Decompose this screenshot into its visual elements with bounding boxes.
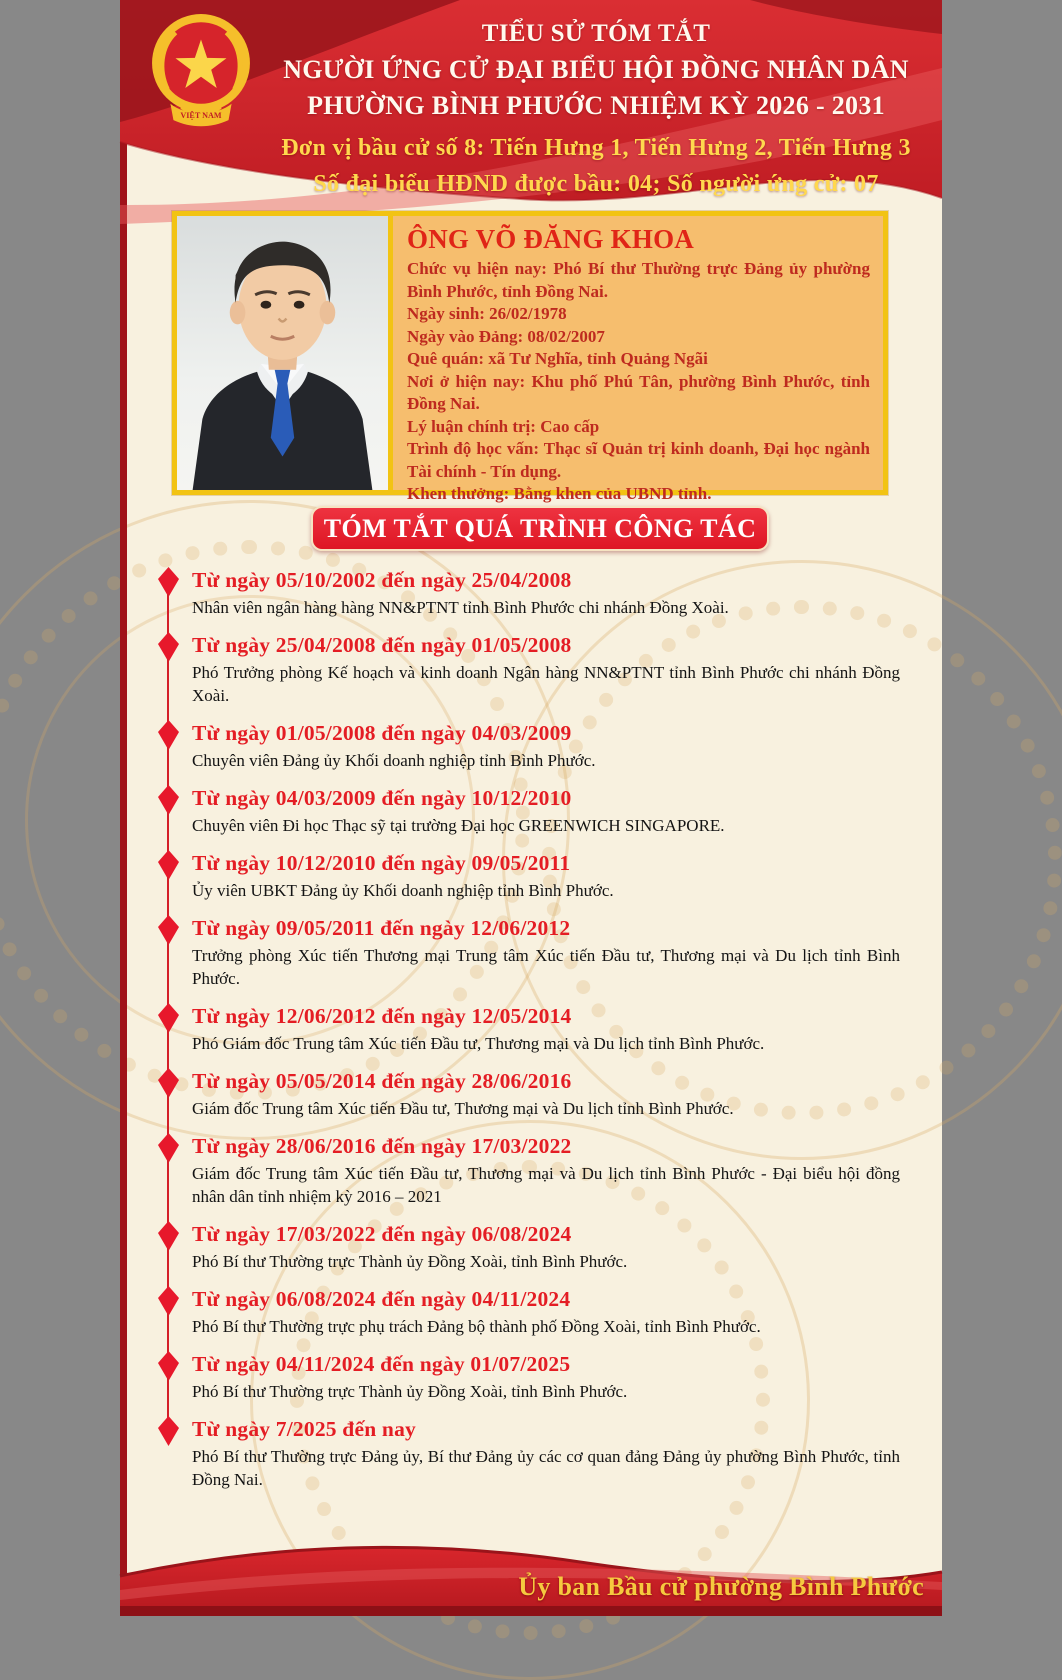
- timeline-entry: [158, 1415, 914, 1491]
- timeline-connector-line: [167, 1030, 169, 1071]
- timeline-connector-line: [167, 942, 169, 1006]
- timeline-description: Trưởng phòng Xúc tiến Thương mại Trung tâm Xúc tiến Đầu tư, Thương mại và Du lịch tỉnh Bình Phước.: [192, 946, 900, 988]
- red-diamond-bullet-icon: [158, 1416, 179, 1446]
- seats-line: Số đại biểu HĐND được bầu: 04; Số người ứng cử: 07: [313, 171, 879, 197]
- red-diamond-bullet-icon: [158, 1286, 179, 1316]
- timeline-entry: [158, 719, 914, 772]
- timeline-period: Từ ngày 28/06/2016 đến ngày 17/03/2022: [192, 1134, 572, 1158]
- red-diamond-bullet-icon: [158, 1351, 179, 1381]
- timeline-connector-line: [167, 1313, 169, 1354]
- timeline-connector-line: [167, 747, 169, 788]
- timeline-period: Từ ngày 04/11/2024 đến ngày 01/07/2025: [192, 1352, 571, 1376]
- timeline-entry: [158, 1285, 914, 1338]
- red-diamond-bullet-icon: [158, 632, 179, 662]
- red-diamond-bullet-icon: [158, 1221, 179, 1251]
- left-edge-accent-bar: [120, 110, 127, 1580]
- red-diamond-bullet-icon: [158, 1068, 179, 1098]
- red-diamond-bullet-icon: [158, 567, 179, 597]
- red-diamond-bullet-icon: [158, 720, 179, 750]
- candidate-info-list: [407, 258, 870, 506]
- candidate-info-line: Ngày sinh: 26/02/1978: [407, 304, 567, 323]
- footer-organization: Ủy ban Bầu cử phường Bình Phước: [518, 1572, 924, 1601]
- svg-text:VIỆT NAM: VIỆT NAM: [180, 111, 222, 121]
- red-diamond-bullet-icon: [158, 1003, 179, 1033]
- candidate-info-line: Nơi ở hiện nay: Khu phố Phú Tân, phường Bình Phước, tỉnh Đồng Nai.: [407, 371, 870, 413]
- red-diamond-bullet-icon: [158, 1133, 179, 1163]
- timeline-description: Phó Trưởng phòng Kế hoạch và kinh doanh Ngân hàng NN&PTNT tỉnh Bình Phước chi nhánh Đồng Xoài.: [192, 663, 900, 705]
- timeline-entry: [158, 914, 914, 990]
- timeline-connector-line: [167, 1378, 169, 1419]
- timeline-connector-line: [167, 1095, 169, 1136]
- candidate-info-line: Lý luận chính trị: Cao cấp: [407, 416, 600, 436]
- timeline-description: Ủy viên UBKT Đảng ủy Khối doanh nghiệp tỉnh Bình Phước.: [192, 881, 614, 900]
- timeline-connector-line: [167, 812, 169, 853]
- candidate-portrait-photo: [177, 216, 393, 490]
- timeline-entry: [158, 1067, 914, 1120]
- timeline-description: Chuyên viên Đảng ủy Khối doanh nghiệp tỉnh Bình Phước.: [192, 751, 596, 770]
- timeline-description: Phó Bí thư Thường trực Thành ủy Đồng Xoài, tỉnh Bình Phước.: [192, 1382, 628, 1401]
- candidate-info-line: Trình độ học vấn: Thạc sĩ Quản trị kinh doanh, Đại học ngành Tài chính - Tín dụng.: [407, 439, 870, 481]
- red-diamond-bullet-icon: [158, 915, 179, 945]
- timeline-period: Từ ngày 06/08/2024 đến ngày 04/11/2024: [192, 1287, 571, 1311]
- timeline-description: Chuyên viên Đi học Thạc sỹ tại trường Đại học GREENWICH SINGAPORE.: [192, 816, 725, 835]
- timeline-period: Từ ngày 04/03/2009 đến ngày 10/12/2010: [192, 786, 572, 810]
- career-timeline: [158, 566, 914, 1503]
- timeline-period: Từ ngày 09/05/2011 đến ngày 12/06/2012: [192, 916, 571, 940]
- timeline-period: Từ ngày 05/10/2002 đến ngày 25/04/2008: [192, 568, 572, 592]
- timeline-period: Từ ngày 01/05/2008 đến ngày 04/03/2009: [192, 721, 572, 745]
- candidate-info-line: Quê quán: xã Tư Nghĩa, tỉnh Quảng Ngãi: [407, 349, 708, 368]
- red-diamond-bullet-icon: [158, 850, 179, 880]
- candidate-info-line: Chức vụ hiện nay: Phó Bí thư Thường trực Đảng ủy phường Bình Phước, tỉnh Đồng Nai.: [407, 259, 870, 301]
- timeline-entry: [158, 566, 914, 619]
- timeline-description: Phó Bí thư Thường trực Thành ủy Đồng Xoài, tỉnh Bình Phước.: [192, 1252, 628, 1271]
- timeline-connector-line: [167, 1160, 169, 1224]
- vietnam-national-emblem-icon: [150, 12, 252, 130]
- candidate-details: [393, 216, 883, 503]
- timeline-period: Từ ngày 05/05/2014 đến ngày 28/06/2016: [192, 1069, 572, 1093]
- timeline-description: Nhân viên ngân hàng hàng NN&PTNT tỉnh Bình Phước chi nhánh Đồng Xoài.: [192, 598, 729, 617]
- timeline-description: Giám đốc Trung tâm Xúc tiến Đầu tư, Thương mại và Du lịch tỉnh Bình Phước.: [192, 1099, 734, 1118]
- header-banner: [120, 0, 942, 205]
- timeline-entry: [158, 784, 914, 837]
- timeline-period: Từ ngày 12/06/2012 đến ngày 12/05/2014: [192, 1004, 572, 1028]
- header-subtitle-2: PHƯỜNG BÌNH PHƯỚC NHIỆM KỲ 2026 - 2031: [307, 91, 885, 120]
- red-diamond-bullet-icon: [158, 785, 179, 815]
- timeline-entry: [158, 849, 914, 902]
- timeline-entry: [158, 1002, 914, 1055]
- candidate-info-line: Ngày vào Đảng: 08/02/2007: [407, 326, 605, 346]
- timeline-connector-line: [167, 659, 169, 723]
- header-subtitle-1: NGƯỜI ỨNG CỬ ĐẠI BIỂU HỘI ĐỒNG NHÂN DÂN: [283, 55, 909, 84]
- biography-poster: [120, 0, 942, 1616]
- timeline-period: Từ ngày 7/2025 đến nay: [192, 1417, 416, 1441]
- timeline-entry: [158, 1132, 914, 1208]
- timeline-period: Từ ngày 17/03/2022 đến ngày 06/08/2024: [192, 1222, 572, 1246]
- timeline-entry: [158, 631, 914, 707]
- timeline-period: Từ ngày 10/12/2010 đến ngày 09/05/2011: [192, 851, 571, 875]
- timeline-connector-line: [167, 594, 169, 635]
- candidate-info-line: Khen thưởng: Bằng khen của UBND tỉnh.: [407, 484, 712, 503]
- timeline-description: Phó Bí thư Thường trực Đảng ủy, Bí thư Đảng ủy các cơ quan đảng Đảng ủy phường Bình Phước, tỉnh Đồng Nai.: [192, 1447, 900, 1489]
- timeline-entry: [158, 1220, 914, 1273]
- header-text-block: [260, 16, 932, 202]
- career-section-title: TÓM TẮT QUÁ TRÌNH CÔNG TÁC: [311, 506, 769, 551]
- timeline-entry: [158, 1350, 914, 1403]
- timeline-connector-line: [167, 1248, 169, 1289]
- timeline-description: Giám đốc Trung tâm Xúc tiến Đầu tư, Thương mại và Du lịch tỉnh Bình Phước - Đại biểu hội đồng nhân dân tỉnh nhiệm kỳ 2016 – 2021: [192, 1164, 900, 1206]
- election-unit-line: Đơn vị bầu cử số 8: Tiến Hưng 1, Tiến Hưng 2, Tiến Hưng 3: [281, 135, 911, 161]
- page-title: TIỂU SỬ TÓM TẮT: [481, 20, 711, 47]
- candidate-name: ÔNG VÕ ĐĂNG KHOA: [407, 224, 694, 254]
- timeline-period: Từ ngày 25/04/2008 đến ngày 01/05/2008: [192, 633, 572, 657]
- candidate-info-card: [172, 211, 888, 503]
- timeline-description: Phó Bí thư Thường trực phụ trách Đảng bộ thành phố Đồng Xoài, tỉnh Bình Phước.: [192, 1317, 761, 1336]
- timeline-description: Phó Giám đốc Trung tâm Xúc tiến Đầu tư, Thương mại và Du lịch tỉnh Bình Phước.: [192, 1034, 765, 1053]
- timeline-connector-line: [167, 877, 169, 918]
- footer-banner: [120, 1516, 942, 1616]
